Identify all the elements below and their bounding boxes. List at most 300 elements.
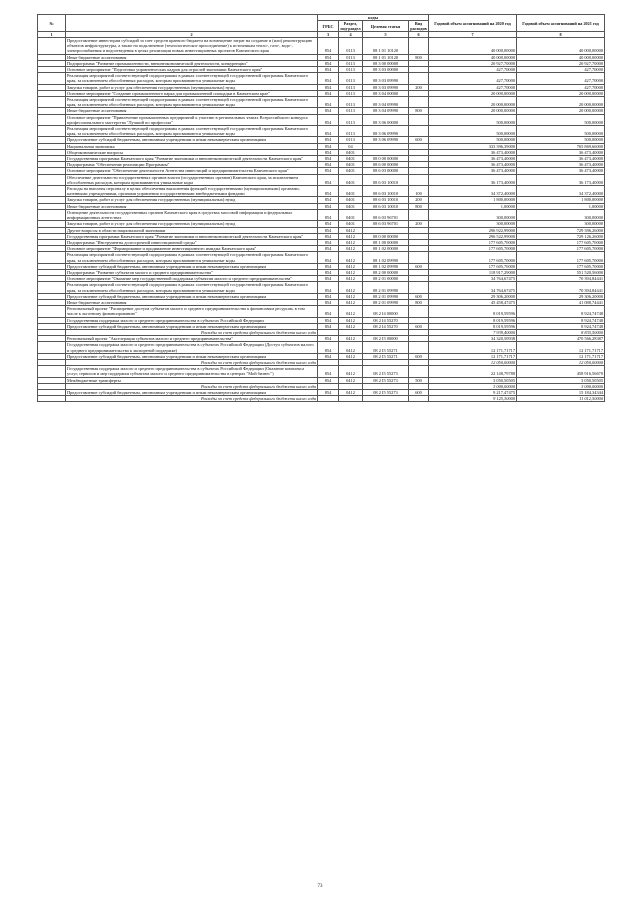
row-2020-cell: 1 800,00000 — [429, 197, 517, 203]
row-num-cell — [38, 252, 66, 263]
row-grbs-cell: 854 — [318, 60, 339, 66]
row-target-cell: 08 2 I5 55273 — [363, 389, 409, 395]
row-grbs-cell: 854 — [318, 90, 339, 96]
row-grbs-cell: 854 — [318, 108, 339, 114]
row-target-cell: 08 2 00 00000 — [363, 269, 409, 275]
row-name-cell: Реализация мероприятий соответствующей подпрограммы в рамках соответствующей государственной программы Камчатского края, за исключением обособленных расходов, которым присваиваются уникальные коды — [66, 126, 318, 137]
row-2021-cell: 729 396,26000 — [517, 227, 605, 233]
row-vid-cell — [409, 209, 429, 220]
row-vid-cell: 600 — [409, 263, 429, 269]
row-razdel-cell: 0412 — [339, 299, 363, 305]
row-2020-cell: 20 000,00000 — [429, 90, 517, 96]
row-2021-cell: 177 605,70000 — [517, 239, 605, 245]
row-num-cell — [38, 174, 66, 185]
row-name-cell: Другие вопросы в области национальной экономики — [66, 227, 318, 233]
row-grbs-cell: 854 — [318, 306, 339, 317]
table-note-row — [38, 396, 605, 402]
row-grbs-cell: 854 — [318, 209, 339, 220]
row-razdel-cell: 0412 — [339, 323, 363, 329]
row-name-cell: Межбюджетные трансферты — [66, 377, 318, 383]
row-2020-cell: 36 173,40000 — [429, 174, 517, 185]
row-grbs-cell: 854 — [318, 293, 339, 299]
row-2021-cell: 40 000,00000 — [517, 38, 605, 55]
header-num: № — [38, 15, 66, 32]
row-vid-cell — [409, 396, 429, 402]
row-razdel-cell: 0412 — [339, 239, 363, 245]
row-2021-cell: 177 605,70000 — [517, 246, 605, 252]
row-2021-cell: 36 473,40000 — [517, 156, 605, 162]
row-razdel-cell: 0412 — [339, 389, 363, 395]
row-grbs-cell: 854 — [318, 73, 339, 84]
row-target-cell: 08 6 03 96701 — [363, 221, 409, 227]
row-2021-cell: 11 012,50000 — [517, 396, 605, 402]
row-grbs-cell: 854 — [318, 336, 339, 342]
header-grbs: ГРБС — [318, 21, 339, 32]
row-2021-cell: 34 372,40000 — [517, 186, 605, 197]
row-2020-cell: 1,00000 — [429, 203, 517, 209]
row-name-cell: Закупка товаров, работ и услуг для обеспечения государственных (муниципальных) нужд — [66, 84, 318, 90]
row-2020-cell: 7 939,40000 — [429, 329, 517, 335]
row-2020-cell: 427,70000 — [429, 73, 517, 84]
row-2021-cell: 29 306,20000 — [517, 293, 605, 299]
row-2021-cell: 70 394,84441 — [517, 282, 605, 293]
table-row — [38, 252, 605, 263]
row-razdel-cell: 0412 — [339, 293, 363, 299]
row-2020-cell: 36 473,40000 — [429, 149, 517, 155]
row-name-cell: Реализация мероприятий соответствующей подпрограммы в рамках соответствующей государственной программы Камчатского края, за исключением обособленных расходов, которым присваиваются уникальные коды — [66, 97, 318, 108]
row-2020-cell: 20 000,00000 — [429, 97, 517, 108]
row-vid-cell — [409, 282, 429, 293]
row-vid-cell: 600 — [409, 137, 429, 143]
row-target-cell: 08 6 03 10010 — [363, 203, 409, 209]
row-2021-cell: 12 050,00000 — [517, 359, 605, 365]
row-name-cell: Основное мероприятие "Формирование и продвижение инвестиционного имиджа Камчатского края" — [66, 246, 318, 252]
row-razdel-cell: 0401 — [339, 168, 363, 174]
table-row — [38, 174, 605, 185]
row-2021-cell: 36 473,40000 — [517, 168, 605, 174]
row-target-cell: 08 3 06 00000 — [363, 114, 409, 125]
row-name-cell: Основное мероприятие "Создание промышленного парка для промышленной площадки в Камчатском крае" — [66, 90, 318, 96]
row-razdel-cell: 0412 — [339, 263, 363, 269]
row-target-cell: 08 0 00 00000 — [363, 156, 409, 162]
row-name-cell: Предоставление субсидий бюджетным, автономным учреждениям и иным некоммерческим организациям — [66, 323, 318, 329]
row-2021-cell: 1,00000 — [517, 203, 605, 209]
row-2020-cell: 3 000,00000 — [429, 383, 517, 389]
row-name-cell: Подпрограмма "Инструменты долгосрочной инвестиционной среды" — [66, 239, 318, 245]
row-razdel-cell: 0412 — [339, 233, 363, 239]
column-number: 2 — [66, 32, 318, 38]
row-target-cell — [363, 396, 409, 402]
row-2020-cell: 36 473,40000 — [429, 156, 517, 162]
row-razdel-cell: 0113 — [339, 126, 363, 137]
row-2021-cell: 8 924,74748 — [517, 306, 605, 317]
row-2021-cell: 427,70000 — [517, 84, 605, 90]
row-2020-cell: 22 148,79788 — [429, 366, 517, 377]
row-2021-cell: 470 566,28387 — [517, 336, 605, 342]
row-grbs-cell: 854 — [318, 239, 339, 245]
row-2021-cell: 36 173,40000 — [517, 174, 605, 185]
row-grbs-cell: 854 — [318, 137, 339, 143]
row-razdel-cell: 0412 — [339, 246, 363, 252]
row-2020-cell: 40 000,00000 — [429, 38, 517, 55]
row-target-cell: 08 6 03 00000 — [363, 168, 409, 174]
row-num-cell — [38, 209, 66, 220]
row-grbs-cell: 854 — [318, 366, 339, 377]
row-razdel-cell: 0113 — [339, 90, 363, 96]
row-2020-cell: 118 917,29000 — [429, 269, 517, 275]
row-2021-cell: 8 835,50000 — [517, 329, 605, 335]
row-name-cell: Основное мероприятие "Оказание мер государственной поддержки субъектам малого и среднего предпринимательства" — [66, 276, 318, 282]
row-grbs-cell: 854 — [318, 162, 339, 168]
row-grbs-cell: 854 — [318, 197, 339, 203]
row-num-cell — [38, 306, 66, 317]
row-razdel-cell: 0113 — [339, 60, 363, 66]
row-grbs-cell: 854 — [318, 221, 339, 227]
row-target-cell: 08 3 06 09990 — [363, 126, 409, 137]
column-number: 3 — [318, 32, 339, 38]
row-vid-cell: 600 — [409, 293, 429, 299]
row-target-cell: 08 6 03 10010 — [363, 174, 409, 185]
row-vid-cell: 200 — [409, 221, 429, 227]
row-razdel-cell: 0412 — [339, 353, 363, 359]
row-2021-cell: 458 916,56670 — [517, 366, 605, 377]
row-2020-cell: 12 171,71717 — [429, 353, 517, 359]
column-number: 4 — [339, 32, 363, 38]
row-name-cell: Расходы на выплаты персоналу в целях обеспечения выполнения функций государственными (муниципальными) органами, казенными учреждениями, органами управления государственными внебюджетными фондами — [66, 186, 318, 197]
row-razdel-cell: 0401 — [339, 156, 363, 162]
row-target-cell: 08 1 02 09990 — [363, 263, 409, 269]
row-grbs-cell: 854 — [318, 203, 339, 209]
row-razdel-cell: 0412 — [339, 276, 363, 282]
row-name-cell: Иные бюджетные ассигнования — [66, 54, 318, 60]
row-target-cell: 08 6 03 96701 — [363, 209, 409, 220]
row-grbs-cell: 854 — [318, 246, 339, 252]
row-grbs-cell: 854 — [318, 149, 339, 155]
row-2021-cell: 551 520,56000 — [517, 269, 605, 275]
row-name-cell: Государственная поддержка малого и среднего предпринимательства в субъектах Российской Федерации (Оказание комплекса услуг, сервисов и мер поддержки субъектам малого и среднего предпринимательства в центрах "Мой бизнес") — [66, 366, 318, 377]
row-vid-cell — [409, 342, 429, 353]
row-target-cell: 08 1 02 00000 — [363, 246, 409, 252]
row-target-cell: 08 2 01 09990 — [363, 299, 409, 305]
header-codes: коды — [318, 15, 429, 21]
row-2020-cell: 8 019,59596 — [429, 323, 517, 329]
row-2020-cell: 3 050,50505 — [429, 377, 517, 383]
row-grbs-cell: 854 — [318, 97, 339, 108]
row-2021-cell: 300,00000 — [517, 209, 605, 220]
row-2021-cell: 36 473,40000 — [517, 149, 605, 155]
row-2021-cell: 177 605,70000 — [517, 263, 605, 269]
row-2020-cell: 427,70000 — [429, 67, 517, 73]
table-row — [38, 97, 605, 108]
row-name-cell: Закупка товаров, работ и услуг для обеспечения государственных (муниципальных) нужд — [66, 221, 318, 227]
row-name-cell: Основное мероприятие "Обеспечение деятельности Агентства инвестиций и предпринимательства Камчатского края" — [66, 168, 318, 174]
row-vid-cell — [409, 174, 429, 185]
row-grbs-cell: 854 — [318, 67, 339, 73]
row-name-cell: Государственная программа Камчатского края "Развитие экономики и внешнеэкономической деятельности Камчатского края" — [66, 233, 318, 239]
row-name-cell: Иные бюджетные ассигнования — [66, 203, 318, 209]
row-razdel-cell: 0412 — [339, 269, 363, 275]
table-body — [38, 38, 605, 402]
row-vid-cell: 200 — [409, 84, 429, 90]
row-2021-cell: 40 000,00000 — [517, 54, 605, 60]
header-vid: Вид расходов — [410, 21, 427, 31]
row-target-cell: 08 3 03 09990 — [363, 73, 409, 84]
row-name-cell: Иные бюджетные ассигнования — [66, 108, 318, 114]
row-vid-cell — [409, 366, 429, 377]
row-grbs-cell: 854 — [318, 389, 339, 395]
row-2020-cell: 36 473,40000 — [429, 162, 517, 168]
row-target-cell: 08 6 00 00000 — [363, 162, 409, 168]
row-grbs-cell: 854 — [318, 342, 339, 353]
row-2021-cell: 36 473,40000 — [517, 162, 605, 168]
row-name-cell: Национальная экономика — [66, 143, 318, 149]
row-grbs-cell: 854 — [318, 186, 339, 197]
row-razdel-cell: 0113 — [339, 67, 363, 73]
row-target-cell: 08 2 I5 55271 — [363, 353, 409, 359]
row-name-cell: Реализация мероприятий соответствующей подпрограммы в рамках соответствующей государственной программы Камчатского края, за исключением обособленных расходов, которым присваиваются уникальные коды — [66, 73, 318, 84]
row-name-cell: Государственная поддержка малого и среднего предпринимательства в субъектах Российской Федерации — [66, 317, 318, 323]
row-2021-cell: 427,70000 — [517, 67, 605, 73]
table-row — [38, 126, 605, 137]
row-name-cell: Основное мероприятие "Подготовка управленческих кадров для отраслей экономики Камчатского края" — [66, 67, 318, 73]
row-razdel-cell: 0401 — [339, 162, 363, 168]
row-2021-cell: 20 000,00000 — [517, 108, 605, 114]
row-target-cell: 08 0 00 00000 — [363, 233, 409, 239]
row-name-cell: Государственная программа Камчатского края "Развитие экономики и внешнеэкономической деятельности Камчатского края" — [66, 156, 318, 162]
row-name-cell: Общеэкономические вопросы — [66, 149, 318, 155]
row-vid-cell: 100 — [409, 186, 429, 197]
budget-table — [37, 14, 605, 402]
row-razdel-cell: 0401 — [339, 174, 363, 185]
row-2021-cell: 427,70000 — [517, 73, 605, 84]
row-2021-cell: 500,00000 — [517, 137, 605, 143]
row-grbs-cell: 854 — [318, 353, 339, 359]
row-grbs-cell: 854 — [318, 269, 339, 275]
header-year-2020: Годовой объем ассигнований на 2020 год — [429, 15, 517, 32]
table-row — [38, 342, 605, 353]
row-target-cell: 08 2 I4 55270 — [363, 323, 409, 329]
row-2020-cell: 12 050,00000 — [429, 359, 517, 365]
row-grbs-cell: 854 — [318, 377, 339, 383]
page-number: 73 — [317, 884, 323, 889]
row-razdel-cell: 0401 — [339, 203, 363, 209]
row-2021-cell: 3 050,50505 — [517, 377, 605, 383]
row-2020-cell: 333 396,39000 — [429, 143, 517, 149]
row-target-cell: 08 2 I4 00000 — [363, 306, 409, 317]
row-2020-cell: 8 019,59596 — [429, 317, 517, 323]
row-vid-cell — [409, 73, 429, 84]
row-target-cell: 08 1 02 09990 — [363, 252, 409, 263]
row-grbs-cell: 854 — [318, 168, 339, 174]
row-target-cell: 08 2 I4 55270 — [363, 317, 409, 323]
row-razdel-cell: 0113 — [339, 108, 363, 114]
row-2021-cell: 15 184,34344 — [517, 389, 605, 395]
row-vid-cell: 800 — [409, 54, 429, 60]
column-number: 7 — [429, 32, 517, 38]
row-razdel-cell: 0412 — [339, 377, 363, 383]
row-name-cell: Региональный проект "Акселерация субъектов малого и среднего предпринимательства" — [66, 336, 318, 342]
row-vid-cell: 600 — [409, 323, 429, 329]
row-2021-cell: 765 869,66000 — [517, 143, 605, 149]
row-2021-cell: 41 088,74441 — [517, 299, 605, 305]
row-grbs-cell: 854 — [318, 227, 339, 233]
row-2021-cell: 20 000,00000 — [517, 97, 605, 108]
row-target-cell: 08 2 I5 55271 — [363, 342, 409, 353]
row-razdel-cell: 0113 — [339, 38, 363, 55]
row-target-cell: 08 2 I5 55273 — [363, 366, 409, 377]
header-name — [66, 15, 318, 32]
row-target-cell: 08 3 06 09990 — [363, 137, 409, 143]
row-2020-cell: 12 171,71717 — [429, 342, 517, 353]
row-name-cell: Расходы за счет средств федерального бюджета иного года — [66, 396, 318, 402]
row-target-cell: 08 3 03 09990 — [363, 84, 409, 90]
row-2020-cell: 177 605,70000 — [429, 239, 517, 245]
row-vid-cell: 500 — [409, 377, 429, 383]
row-name-cell: Основное мероприятие "Привлечение промышленных предприятий к участию в региональных этапах Всероссийского конкурса профессионального мастерства "Лучший по профессии" — [66, 114, 318, 125]
column-number: 6 — [409, 32, 429, 38]
row-grbs-cell: 854 — [318, 252, 339, 263]
table-row — [38, 73, 605, 84]
row-2020-cell: 8 019,59596 — [429, 306, 517, 317]
table-row — [38, 114, 605, 125]
row-grbs-cell: 854 — [318, 38, 339, 55]
row-2020-cell: 177 605,70000 — [429, 263, 517, 269]
row-target-cell: 08 1 01 10120 — [363, 54, 409, 60]
row-vid-cell — [409, 114, 429, 125]
row-2021-cell: 20 000,00000 — [517, 90, 605, 96]
row-razdel-cell: 0401 — [339, 197, 363, 203]
header-year-2021: Годовой объем ассигнований на 2021 год — [517, 15, 605, 32]
row-razdel-cell: 0412 — [339, 306, 363, 317]
row-2020-cell: 20 927,70000 — [429, 60, 517, 66]
row-num-cell — [38, 282, 66, 293]
row-2020-cell: 29 306,20000 — [429, 293, 517, 299]
row-razdel-cell: 04 — [339, 143, 363, 149]
row-name-cell: Реализация мероприятий соответствующей подпрограммы в рамках соответствующей государственной программы Камчатского края, за исключением обособленных расходов, которым присваиваются уникальные коды — [66, 252, 318, 263]
row-razdel-cell — [339, 396, 363, 402]
row-2020-cell: 296 522,99000 — [429, 233, 517, 239]
row-name-cell: Расходы за счет средств федерального бюджета иного года — [66, 329, 318, 335]
row-name-cell: Региональный проект "Расширение доступа субъектов малого и среднего предпринимательства к финансовым ресурсам, в том числе к льготному финансированию" — [66, 306, 318, 317]
row-2021-cell: 729 126,26000 — [517, 233, 605, 239]
row-target-cell: 08 6 03 10010 — [363, 197, 409, 203]
row-2020-cell: 300,00000 — [429, 209, 517, 220]
row-2020-cell: 9 125,30000 — [429, 396, 517, 402]
row-target-cell: 08 2 I5 55273 — [363, 377, 409, 383]
row-target-cell: 08 1 00 00000 — [363, 239, 409, 245]
row-2020-cell: 9 217,47475 — [429, 389, 517, 395]
row-grbs-cell: 854 — [318, 323, 339, 329]
row-grbs-cell: 854 — [318, 299, 339, 305]
row-2020-cell: 300,00000 — [429, 221, 517, 227]
row-2021-cell: 12 171,71717 — [517, 353, 605, 359]
table-header — [38, 15, 605, 38]
row-target-cell: 08 3 00 00000 — [363, 60, 409, 66]
row-grbs-cell: 854 — [318, 126, 339, 137]
row-grbs-cell — [318, 396, 339, 402]
row-2020-cell: 177 605,70000 — [429, 252, 517, 263]
row-grbs-cell: 854 — [318, 114, 339, 125]
row-target-cell: 08 2 I5 00000 — [363, 336, 409, 342]
row-razdel-cell: 0412 — [339, 317, 363, 323]
row-name-cell: Предоставление субсидий бюджетным, автономным учреждениям и иным некоммерческим организациям — [66, 293, 318, 299]
row-name-cell: Предоставление субсидий бюджетным, автономным учреждениям и иным некоммерческим организациям — [66, 389, 318, 395]
row-2020-cell: 45 458,47475 — [429, 299, 517, 305]
row-2021-cell: 20 927,70000 — [517, 60, 605, 66]
row-2021-cell: 8 924,74748 — [517, 317, 605, 323]
table-row — [38, 282, 605, 293]
row-num-cell — [38, 114, 66, 125]
table-row — [38, 366, 605, 377]
row-razdel-cell: 0113 — [339, 137, 363, 143]
row-2020-cell: 296 922,99000 — [429, 227, 517, 233]
row-2021-cell: 300,00000 — [517, 221, 605, 227]
row-2020-cell: 20 000,00000 — [429, 108, 517, 114]
row-target-cell: 08 3 04 09990 — [363, 97, 409, 108]
row-razdel-cell: 0412 — [339, 282, 363, 293]
row-num-cell — [38, 38, 66, 55]
row-grbs-cell: 854 — [318, 276, 339, 282]
row-razdel-cell: 0401 — [339, 209, 363, 220]
row-name-cell: Подпрограмма "Развитие промышленности, внешнеэкономической деятельности, конкуренции" — [66, 60, 318, 66]
row-grbs-cell: 854 — [318, 156, 339, 162]
table-row — [38, 306, 605, 317]
row-2021-cell: 12 171,71717 — [517, 342, 605, 353]
row-name-cell: Предоставление инвесторам субсидий за счет средств краевого бюджета на возмещение затрат на создание и (или) реконструкцию объектов инфраструктуры, а также на подключение (технологическое присоединение) к источникам тепло-, газо-, водо-, электроснабжения и водоотведения в целях реализации новых инвестиционных проектов Камчатского края — [66, 38, 318, 55]
row-razdel-cell: 0412 — [339, 342, 363, 353]
row-2020-cell: 36 473,40000 — [429, 168, 517, 174]
row-target-cell: 08 2 01 00000 — [363, 276, 409, 282]
row-2021-cell: 500,00000 — [517, 114, 605, 125]
column-number: 8 — [517, 32, 605, 38]
row-name-cell: Расходы за счет средств федерального бюджета иного года — [66, 359, 318, 365]
header-tselevaya: Целевая статья — [363, 21, 409, 32]
column-number: 5 — [363, 32, 409, 38]
row-target-cell: 08 2 01 09990 — [363, 293, 409, 299]
row-num-cell — [38, 366, 66, 377]
row-grbs-cell: 854 — [318, 317, 339, 323]
row-name-cell: Предоставление субсидий бюджетным, автономным учреждениям и иным некоммерческим организациям — [66, 137, 318, 143]
row-2020-cell: 34 764,67475 — [429, 276, 517, 282]
row-grbs-cell: 854 — [318, 143, 339, 149]
row-name-cell: Закупка товаров, работ и услуг для обеспечения государственных (муниципальных) нужд — [66, 197, 318, 203]
row-razdel-cell: 0412 — [339, 366, 363, 377]
row-razdel-cell: 0412 — [339, 336, 363, 342]
row-grbs-cell: 854 — [318, 282, 339, 293]
column-number: 1 — [38, 32, 66, 38]
row-name-cell: Предоставление субсидий бюджетным, автономным учреждениям и иным некоммерческим организациям — [66, 263, 318, 269]
row-2020-cell: 34 764,67475 — [429, 282, 517, 293]
table-row — [38, 38, 605, 55]
row-target-cell: 08 6 03 10010 — [363, 186, 409, 197]
row-razdel-cell: 0113 — [339, 97, 363, 108]
header-razdel: Раздел, под-раздел — [340, 21, 361, 31]
row-name-cell: Подпрограмма "Обеспечение реализации Программы" — [66, 162, 318, 168]
row-2021-cell: 8 924,74748 — [517, 323, 605, 329]
row-vid-cell — [409, 252, 429, 263]
row-2020-cell: 34 372,40000 — [429, 186, 517, 197]
row-vid-cell — [409, 126, 429, 137]
row-name-cell: Иные бюджетные ассигнования — [66, 299, 318, 305]
row-grbs-cell: 854 — [318, 54, 339, 60]
row-razdel-cell: 0113 — [339, 73, 363, 84]
row-grbs-cell: 854 — [318, 84, 339, 90]
row-target-cell: 08 3 03 00000 — [363, 67, 409, 73]
row-vid-cell — [409, 97, 429, 108]
row-2021-cell: 500,00000 — [517, 126, 605, 137]
row-num-cell — [38, 396, 66, 402]
row-2020-cell: 427,70000 — [429, 84, 517, 90]
